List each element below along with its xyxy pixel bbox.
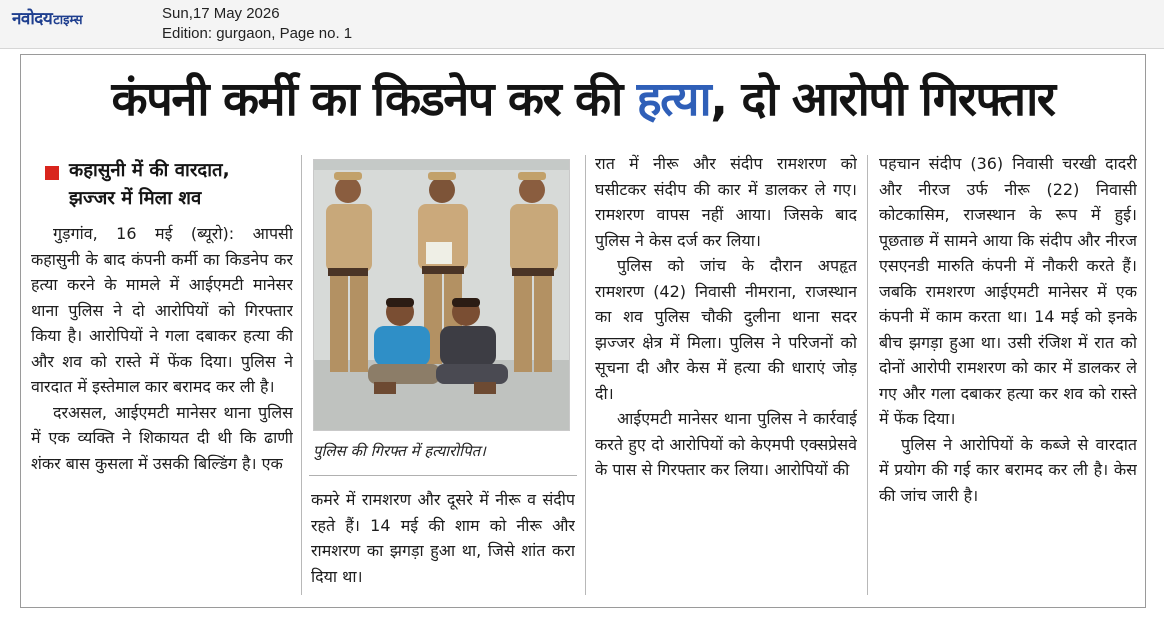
newspaper-logo[interactable]: [12, 6, 83, 28]
paragraph: पुलिस ने आरोपियों के कब्जे से वारदात में प्रयोग की गई कार बरामद कर ली है। केस की जांच जारी है।: [879, 434, 1137, 505]
column-divider: [585, 155, 586, 595]
article-subheading: [31, 157, 293, 213]
logo-sub-text: टाइम्स: [53, 13, 83, 28]
headline-highlight: हत्या: [636, 72, 711, 127]
red-bullet-icon: [45, 166, 59, 180]
edition-info: Edition: gurgaon, Page no. 1: [162, 25, 353, 42]
edition-date: Sun,17 May 2026: [162, 5, 280, 22]
column-divider: [301, 155, 302, 595]
subhead-line-2: झज्जर में मिला शव: [69, 188, 202, 209]
paragraph: कमरे में रामशरण और दूसरे में नीरू व संदीप रहते हैं। 14 मई की शाम को नीरू और रामशरण का झगड़ा हुआ था, जिसे शांत करा दिया था।: [311, 490, 575, 586]
paragraph: पहचान संदीप (36) निवासी चरखी दादरी और नीरज उर्फ नीरू (22) निवासी कोटकासिम, राजस्थान के रूप में हुई। पूछताछ में सामने आया कि संदीप और नीरज एसएनडी मारुति कंपनी में नौकरी करते हैं। जबकि रामशरण आईएमटी मानेसर में एक कंपनी में काम करता था। 14 मई को इनके बीच झगड़ा हुआ था। उसी रंजिश में रात को दोनों आरोपी रामशरण को कार में डालकर ले गए और गला दबाकर हत्या कर शव को रास्ते में फेंक दिया।: [879, 154, 1137, 428]
article-clipping: [20, 54, 1146, 608]
headline-part-1: कंपनी कर्मी का किडनेप कर की: [111, 72, 637, 127]
paragraph: पुलिस को जांच के दौरान अपहृत रामशरण (42) निवासी नीमराना, राजस्थान का शव पुलिस चौकी दुलीना थाना सदर झज्जर क्षेत्र में मिला। पुलिस ने परिजनों को सूचना दी और केस में हत्या की धाराएं जोड़ दी।: [595, 256, 857, 403]
subhead-line-1: कहासुनी में की वारदात,: [69, 160, 230, 181]
paragraph: आईएमटी मानेसर थाना पुलिस ने कार्रवाई करते हुए दो आरोपियों को केएमपी एक्सप्रेसवे के पास से गिरफ्तार कर लिया। आरोपियों की: [595, 409, 857, 479]
column-divider: [867, 155, 868, 595]
arrest-photo-image: [314, 160, 569, 430]
article-column-2: [311, 487, 575, 597]
article-headline: [21, 61, 1145, 139]
photo-caption: पुलिस की गिरफ्त में हत्यारोपित।: [313, 442, 486, 460]
paragraph: रात में नीरू और संदीप रामशरण को घसीटकर संदीप की कार में डालकर ले गए। रामशरण वापस नहीं आया। जिसके बाद पुलिस ने केस दर्ज कर लिया।: [595, 154, 857, 250]
article-column-4: [879, 151, 1137, 597]
headline-part-2: , दो आरोपी गिरफ्तार: [710, 72, 1055, 127]
caption-divider: [309, 475, 577, 476]
logo-main-text: नवोदय: [12, 9, 53, 29]
article-column-1: [31, 151, 293, 597]
arrest-photo: [313, 159, 570, 431]
article-column-3: [595, 151, 857, 597]
paragraph: दरअसल, आईएमटी मानेसर थाना पुलिस में एक व्यक्ति ने शिकायत दी थी कि ढाणी शंकर बास कुसला में उसकी बिल्डिंग है। एक: [31, 402, 293, 473]
paragraph: गुड़गांव, 16 मई (ब्यूरो): आपसी कहासुनी के बाद कंपनी कर्मी का किडनेप कर हत्या करने के मामले में आईएमटी मानेसर थाना पुलिस ने दो आरोपियों को गिरफ्तार किया है। आरोपियों ने गला दबाकर हत्या की और शव को रास्ते में फेंक दिया। पुलिस ने वारदात में इस्तेमाल कार बरामद कर ली है।: [31, 224, 293, 396]
edition-toolbar: [0, 0, 1164, 49]
